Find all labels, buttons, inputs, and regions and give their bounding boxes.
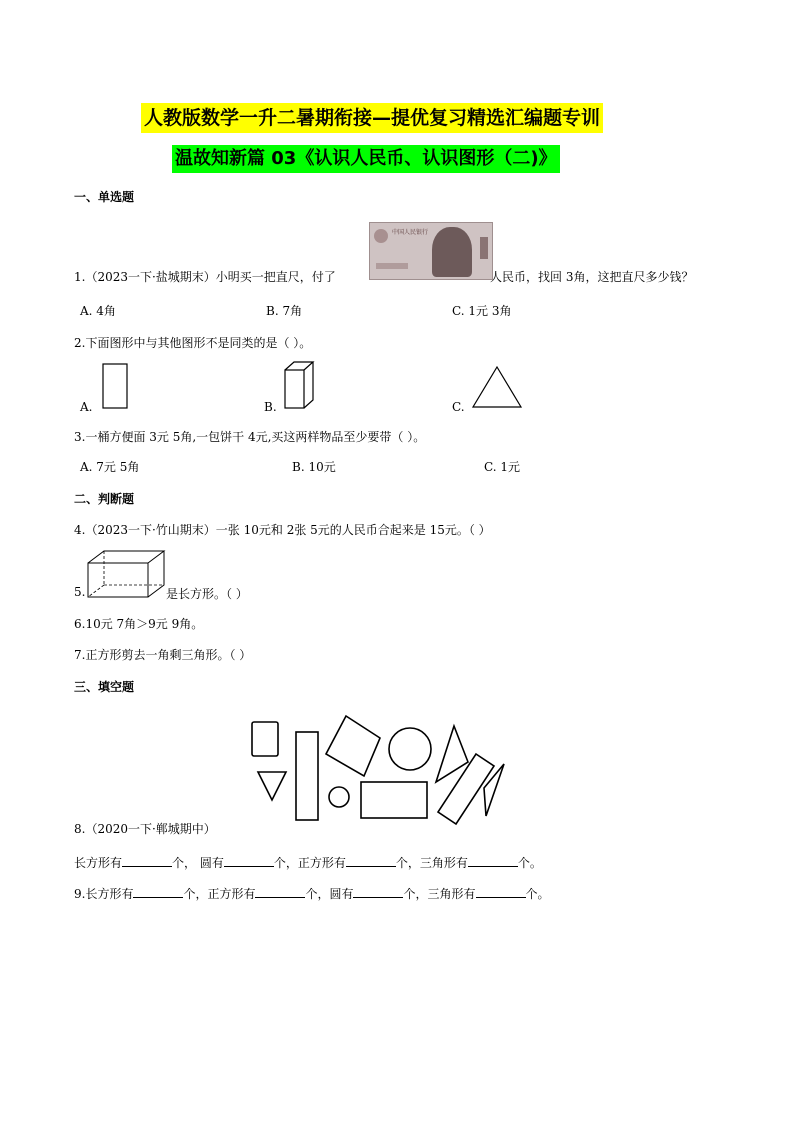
triangle-shape-icon — [258, 772, 286, 800]
q8-label-rectangle: 长方形有 — [74, 856, 123, 870]
q8-blank-rectangle[interactable] — [122, 854, 172, 867]
rectangle-shape-icon — [361, 782, 427, 818]
q3-option-c[interactable]: C. 1元 — [484, 460, 521, 474]
portrait-icon — [432, 227, 472, 277]
q9-label-end: 个。 — [525, 887, 550, 901]
q2-option-c[interactable]: C. — [452, 400, 465, 414]
q9-label-circle: 个，圆有 — [305, 887, 354, 901]
q8-label-square: 个，正方形有 — [273, 856, 346, 870]
q8-blank-square[interactable] — [346, 854, 396, 867]
q8-blank-circle[interactable] — [224, 854, 274, 867]
q8-blank-triangle[interactable] — [468, 854, 518, 867]
banknote-label: 中国人民银行 — [392, 229, 429, 236]
q9-label-square: 个，正方形有 — [183, 887, 256, 901]
denomination-mark — [480, 237, 488, 259]
page-title: 人教版数学一升二暑期衔接—提优复习精选汇编题专训 — [141, 103, 603, 133]
emblem-icon — [374, 229, 388, 243]
q8-label-triangle: 个，三角形有 — [395, 856, 468, 870]
q1-option-a[interactable]: A. 4角 — [80, 304, 116, 318]
circle-shape-icon — [329, 787, 349, 807]
question-4-text: 4.（2023一下·竹山期末）一张 10元和 2张 5元的人民币合起来是 15元。（ ） — [74, 523, 491, 537]
question-6-text: 6.10元 7角＞9元 9角。 — [74, 617, 204, 631]
question-9-blanks — [74, 885, 550, 902]
section-heading-single-choice: 一、单选题 — [74, 190, 135, 204]
cuboid-shape-icon — [284, 361, 314, 409]
section-heading-fill-blank: 三、填空题 — [74, 680, 135, 694]
q9-blank-square[interactable] — [255, 885, 305, 898]
q9-label-rectangle: 9.长方形有 — [74, 887, 134, 901]
triangle-shape-icon — [472, 366, 522, 408]
q1-option-b[interactable]: B. 7角 — [266, 304, 303, 318]
serial-number — [376, 263, 408, 269]
q1-option-c[interactable]: C. 1元 3角 — [452, 304, 512, 318]
triangle-shape-icon — [484, 764, 504, 816]
square-shape-icon — [326, 716, 380, 776]
q8-label-end: 个。 — [517, 856, 542, 870]
question-1-text: 1.（2023一下·盐城期末）小明买一把直尺，付了 — [74, 270, 336, 284]
rectangle-shape-icon — [296, 732, 318, 820]
q9-blank-rectangle[interactable] — [133, 885, 183, 898]
shapes-figure — [246, 712, 512, 824]
square-shape-icon — [252, 722, 278, 756]
question-8-text: 8.（2020一下·郸城期中） — [74, 822, 216, 836]
question-2-text: 2.下面图形中与其他图形不是同类的是（ ）。 — [74, 336, 312, 350]
page-subtitle: 温故知新篇 03《认识人民币、认识图形（二)》 — [172, 145, 560, 173]
question-1-text-end: 人民币，找回 3角，这把直尺多少钱？ — [490, 270, 694, 284]
rectangle-shape-icon — [102, 363, 128, 409]
q9-blank-circle[interactable] — [353, 885, 403, 898]
question-7-text: 7.正方形剪去一角剩三角形。（ ） — [74, 648, 252, 662]
question-5-number: 5. — [74, 585, 86, 599]
q9-blank-triangle[interactable] — [476, 885, 526, 898]
question-5-text: 是长方形。（ ） — [166, 587, 248, 601]
question-8-blanks — [74, 854, 542, 871]
q3-option-a[interactable]: A. 7元 5角 — [80, 460, 140, 474]
circle-shape-icon — [389, 728, 431, 770]
cuboid-figure-icon — [86, 549, 166, 599]
q9-label-triangle: 个，三角形有 — [403, 887, 476, 901]
q3-option-b[interactable]: B. 10元 — [292, 460, 336, 474]
q8-label-circle: 个， 圆有 — [172, 856, 224, 870]
q2-option-a[interactable]: A. — [80, 400, 93, 414]
q2-option-b[interactable]: B. — [264, 400, 277, 414]
banknote-image — [369, 222, 493, 280]
section-heading-true-false: 二、判断题 — [74, 492, 135, 506]
question-3-text: 3.一桶方便面 3元 5角,一包饼干 4元,买这两样物品至少要带（ ）。 — [74, 430, 426, 444]
